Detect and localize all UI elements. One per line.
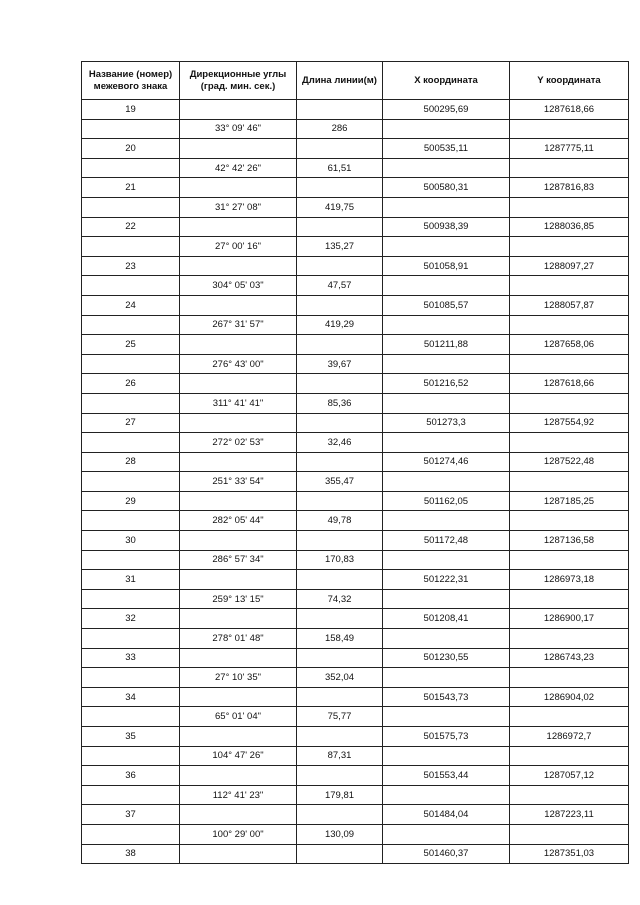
y-coordinate-cell: 1287351,03: [510, 844, 629, 864]
x-coordinate-cell: [383, 472, 510, 492]
x-coordinate-cell: 501553,44: [383, 766, 510, 786]
x-coordinate-cell: 501484,04: [383, 805, 510, 825]
directional-angle-cell: 304° 05' 03": [180, 276, 297, 296]
marker-name-cell: [82, 746, 180, 766]
marker-name-cell: 25: [82, 335, 180, 355]
table-row: [82, 237, 629, 257]
x-coordinate-cell: 501273,3: [383, 413, 510, 433]
line-length-cell: [297, 687, 383, 707]
y-coordinate-cell: 1288097,27: [510, 256, 629, 276]
marker-name-cell: 38: [82, 844, 180, 864]
y-coordinate-cell: [510, 393, 629, 413]
y-coordinate-cell: 1287136,58: [510, 531, 629, 551]
x-coordinate-cell: 501172,48: [383, 531, 510, 551]
marker-name-cell: [82, 276, 180, 296]
y-coordinate-cell: [510, 472, 629, 492]
x-coordinate-cell: [383, 315, 510, 335]
directional-angle-cell: [180, 609, 297, 629]
line-length-cell: [297, 844, 383, 864]
marker-name-cell: 21: [82, 178, 180, 198]
table-row: [82, 687, 629, 707]
line-length-cell: [297, 452, 383, 472]
x-coordinate-cell: 501216,52: [383, 374, 510, 394]
marker-name-cell: 23: [82, 256, 180, 276]
x-coordinate-cell: 501058,91: [383, 256, 510, 276]
directional-angle-cell: [180, 687, 297, 707]
directional-angle-cell: [180, 648, 297, 668]
directional-angle-cell: [180, 217, 297, 237]
header-line-length: Длина линии(м): [297, 62, 383, 100]
line-length-cell: 419,75: [297, 197, 383, 217]
table-row: [82, 374, 629, 394]
directional-angle-cell: 272° 02' 53": [180, 433, 297, 453]
y-coordinate-cell: 1286973,18: [510, 570, 629, 590]
marker-name-cell: [82, 237, 180, 257]
y-coordinate-cell: [510, 785, 629, 805]
y-coordinate-cell: [510, 315, 629, 335]
table-row: [82, 668, 629, 688]
y-coordinate-cell: [510, 433, 629, 453]
marker-name-cell: 30: [82, 531, 180, 551]
line-length-cell: 170,83: [297, 550, 383, 570]
table-row: [82, 315, 629, 335]
marker-name-cell: [82, 197, 180, 217]
line-length-cell: [297, 531, 383, 551]
x-coordinate-cell: [383, 707, 510, 727]
directional-angle-cell: [180, 491, 297, 511]
header-directional-angles: Дирекционные углы (град. мин. сек.): [180, 62, 297, 100]
x-coordinate-cell: 501230,55: [383, 648, 510, 668]
directional-angle-cell: [180, 178, 297, 198]
directional-angle-cell: [180, 139, 297, 159]
line-length-cell: [297, 413, 383, 433]
directional-angle-cell: 27° 10' 35": [180, 668, 297, 688]
directional-angle-cell: [180, 452, 297, 472]
y-coordinate-cell: 1286900,17: [510, 609, 629, 629]
x-coordinate-cell: [383, 668, 510, 688]
x-coordinate-cell: 501208,41: [383, 609, 510, 629]
y-coordinate-cell: 1287185,25: [510, 491, 629, 511]
x-coordinate-cell: [383, 824, 510, 844]
marker-name-cell: [82, 119, 180, 139]
table-row: [82, 766, 629, 786]
directional-angle-cell: 311° 41' 41": [180, 393, 297, 413]
x-coordinate-cell: [383, 550, 510, 570]
table-row: [82, 609, 629, 629]
line-length-cell: 179,81: [297, 785, 383, 805]
line-length-cell: 75,77: [297, 707, 383, 727]
directional-angle-cell: [180, 374, 297, 394]
line-length-cell: [297, 727, 383, 747]
directional-angle-cell: [180, 766, 297, 786]
table-row: [82, 589, 629, 609]
line-length-cell: [297, 609, 383, 629]
directional-angle-cell: [180, 256, 297, 276]
marker-name-cell: [82, 472, 180, 492]
table-row: [82, 139, 629, 159]
y-coordinate-cell: 1287816,83: [510, 178, 629, 198]
y-coordinate-cell: [510, 668, 629, 688]
x-coordinate-cell: [383, 354, 510, 374]
line-length-cell: 355,47: [297, 472, 383, 492]
marker-name-cell: 19: [82, 100, 180, 120]
marker-name-cell: 37: [82, 805, 180, 825]
directional-angle-cell: [180, 531, 297, 551]
x-coordinate-cell: 501274,46: [383, 452, 510, 472]
y-coordinate-cell: 1288036,85: [510, 217, 629, 237]
marker-name-cell: 27: [82, 413, 180, 433]
table-row: [82, 100, 629, 120]
x-coordinate-cell: [383, 511, 510, 531]
y-coordinate-cell: 1286743,23: [510, 648, 629, 668]
marker-name-cell: 28: [82, 452, 180, 472]
table-row: [82, 648, 629, 668]
x-coordinate-cell: 501085,57: [383, 295, 510, 315]
table-row: [82, 550, 629, 570]
directional-angle-cell: 100° 29' 00": [180, 824, 297, 844]
line-length-cell: [297, 178, 383, 198]
x-coordinate-cell: 500295,69: [383, 100, 510, 120]
directional-angle-cell: 282° 05' 44": [180, 511, 297, 531]
table-header: [82, 62, 629, 100]
line-length-cell: [297, 648, 383, 668]
table-row: [82, 746, 629, 766]
y-coordinate-cell: [510, 550, 629, 570]
table-row: [82, 511, 629, 531]
table-row: [82, 158, 629, 178]
directional-angle-cell: 267° 31' 57": [180, 315, 297, 335]
marker-name-cell: 24: [82, 295, 180, 315]
y-coordinate-cell: 1287618,66: [510, 100, 629, 120]
directional-angle-cell: 42° 42' 26": [180, 158, 297, 178]
marker-name-cell: [82, 629, 180, 649]
line-length-cell: [297, 374, 383, 394]
x-coordinate-cell: 500580,31: [383, 178, 510, 198]
directional-angle-cell: [180, 727, 297, 747]
line-length-cell: [297, 256, 383, 276]
directional-angle-cell: 276° 43' 00": [180, 354, 297, 374]
line-length-cell: 135,27: [297, 237, 383, 257]
x-coordinate-cell: [383, 589, 510, 609]
x-coordinate-cell: [383, 433, 510, 453]
x-coordinate-cell: [383, 629, 510, 649]
line-length-cell: 130,09: [297, 824, 383, 844]
line-length-cell: [297, 217, 383, 237]
y-coordinate-cell: [510, 746, 629, 766]
table-row: [82, 452, 629, 472]
x-coordinate-cell: 500938,39: [383, 217, 510, 237]
y-coordinate-cell: [510, 197, 629, 217]
x-coordinate-cell: 501222,31: [383, 570, 510, 590]
directional-angle-cell: 286° 57' 34": [180, 550, 297, 570]
y-coordinate-cell: 1287522,48: [510, 452, 629, 472]
line-length-cell: 32,46: [297, 433, 383, 453]
y-coordinate-cell: 1287775,11: [510, 139, 629, 159]
x-coordinate-cell: 501211,88: [383, 335, 510, 355]
table-row: [82, 354, 629, 374]
marker-name-cell: 31: [82, 570, 180, 590]
line-length-cell: 39,67: [297, 354, 383, 374]
y-coordinate-cell: 1287618,66: [510, 374, 629, 394]
line-length-cell: 419,29: [297, 315, 383, 335]
marker-name-cell: [82, 511, 180, 531]
line-length-cell: 85,36: [297, 393, 383, 413]
table-row: [82, 433, 629, 453]
y-coordinate-cell: [510, 119, 629, 139]
y-coordinate-cell: 1286972,7: [510, 727, 629, 747]
table-row: [82, 844, 629, 864]
y-coordinate-cell: 1287223,11: [510, 805, 629, 825]
line-length-cell: [297, 805, 383, 825]
marker-name-cell: [82, 158, 180, 178]
header-y-coordinate: Y координата: [510, 62, 629, 100]
directional-angle-cell: 259° 13' 15": [180, 589, 297, 609]
marker-name-cell: [82, 315, 180, 335]
directional-angle-cell: 31° 27' 08": [180, 197, 297, 217]
line-length-cell: 47,57: [297, 276, 383, 296]
marker-name-cell: [82, 668, 180, 688]
marker-name-cell: [82, 824, 180, 844]
directional-angle-cell: [180, 100, 297, 120]
table-row: [82, 472, 629, 492]
line-length-cell: [297, 491, 383, 511]
y-coordinate-cell: 1287658,06: [510, 335, 629, 355]
directional-angle-cell: 27° 00' 16": [180, 237, 297, 257]
marker-name-cell: [82, 550, 180, 570]
x-coordinate-cell: [383, 158, 510, 178]
table-row: [82, 295, 629, 315]
table-row: [82, 393, 629, 413]
table-row: [82, 276, 629, 296]
table-row: [82, 256, 629, 276]
line-length-cell: 87,31: [297, 746, 383, 766]
marker-name-cell: 34: [82, 687, 180, 707]
line-length-cell: 352,04: [297, 668, 383, 688]
table-body: [82, 100, 629, 864]
table-row: [82, 119, 629, 139]
marker-name-cell: 36: [82, 766, 180, 786]
marker-name-cell: [82, 354, 180, 374]
header-marker-name: Название (номер) межевого знака: [82, 62, 180, 100]
line-length-cell: [297, 100, 383, 120]
header-row: [82, 62, 629, 100]
marker-name-cell: [82, 707, 180, 727]
y-coordinate-cell: 1287554,92: [510, 413, 629, 433]
table-row: [82, 629, 629, 649]
line-length-cell: 74,32: [297, 589, 383, 609]
line-length-cell: [297, 570, 383, 590]
directional-angle-cell: [180, 413, 297, 433]
table-row: [82, 531, 629, 551]
directional-angle-cell: [180, 570, 297, 590]
header-x-coordinate: X координата: [383, 62, 510, 100]
y-coordinate-cell: [510, 158, 629, 178]
line-length-cell: [297, 295, 383, 315]
marker-name-cell: [82, 589, 180, 609]
y-coordinate-cell: 1286904,02: [510, 687, 629, 707]
directional-angle-cell: 112° 41' 23": [180, 785, 297, 805]
x-coordinate-cell: [383, 119, 510, 139]
marker-name-cell: 20: [82, 139, 180, 159]
x-coordinate-cell: 501460,37: [383, 844, 510, 864]
table-row: [82, 178, 629, 198]
line-length-cell: 49,78: [297, 511, 383, 531]
y-coordinate-cell: 1288057,87: [510, 295, 629, 315]
marker-name-cell: 29: [82, 491, 180, 511]
directional-angle-cell: [180, 805, 297, 825]
directional-angle-cell: 33° 09' 46": [180, 119, 297, 139]
directional-angle-cell: [180, 335, 297, 355]
line-length-cell: [297, 766, 383, 786]
y-coordinate-cell: [510, 707, 629, 727]
table-row: [82, 491, 629, 511]
marker-name-cell: 26: [82, 374, 180, 394]
marker-name-cell: 35: [82, 727, 180, 747]
boundary-coordinates-table: [81, 61, 629, 864]
y-coordinate-cell: [510, 354, 629, 374]
y-coordinate-cell: [510, 237, 629, 257]
directional-angle-cell: 65° 01' 04": [180, 707, 297, 727]
y-coordinate-cell: [510, 629, 629, 649]
x-coordinate-cell: [383, 746, 510, 766]
table-row: [82, 217, 629, 237]
marker-name-cell: [82, 393, 180, 413]
marker-name-cell: 32: [82, 609, 180, 629]
table-row: [82, 707, 629, 727]
table-row: [82, 785, 629, 805]
directional-angle-cell: [180, 844, 297, 864]
table-row: [82, 570, 629, 590]
line-length-cell: [297, 335, 383, 355]
x-coordinate-cell: [383, 276, 510, 296]
x-coordinate-cell: [383, 237, 510, 257]
x-coordinate-cell: [383, 785, 510, 805]
x-coordinate-cell: 501162,05: [383, 491, 510, 511]
table-row: [82, 727, 629, 747]
line-length-cell: 61,51: [297, 158, 383, 178]
y-coordinate-cell: 1287057,12: [510, 766, 629, 786]
directional-angle-cell: [180, 295, 297, 315]
x-coordinate-cell: [383, 393, 510, 413]
table-row: [82, 197, 629, 217]
table-row: [82, 335, 629, 355]
line-length-cell: 286: [297, 119, 383, 139]
x-coordinate-cell: 500535,11: [383, 139, 510, 159]
table-row: [82, 805, 629, 825]
table-row: [82, 413, 629, 433]
x-coordinate-cell: [383, 197, 510, 217]
y-coordinate-cell: [510, 589, 629, 609]
directional-angle-cell: 104° 47' 26": [180, 746, 297, 766]
y-coordinate-cell: [510, 511, 629, 531]
marker-name-cell: [82, 785, 180, 805]
y-coordinate-cell: [510, 276, 629, 296]
marker-name-cell: 33: [82, 648, 180, 668]
line-length-cell: 158,49: [297, 629, 383, 649]
marker-name-cell: 22: [82, 217, 180, 237]
table-row: [82, 824, 629, 844]
line-length-cell: [297, 139, 383, 159]
x-coordinate-cell: 501575,73: [383, 727, 510, 747]
directional-angle-cell: 251° 33' 54": [180, 472, 297, 492]
directional-angle-cell: 278° 01' 48": [180, 629, 297, 649]
marker-name-cell: [82, 433, 180, 453]
x-coordinate-cell: 501543,73: [383, 687, 510, 707]
y-coordinate-cell: [510, 824, 629, 844]
